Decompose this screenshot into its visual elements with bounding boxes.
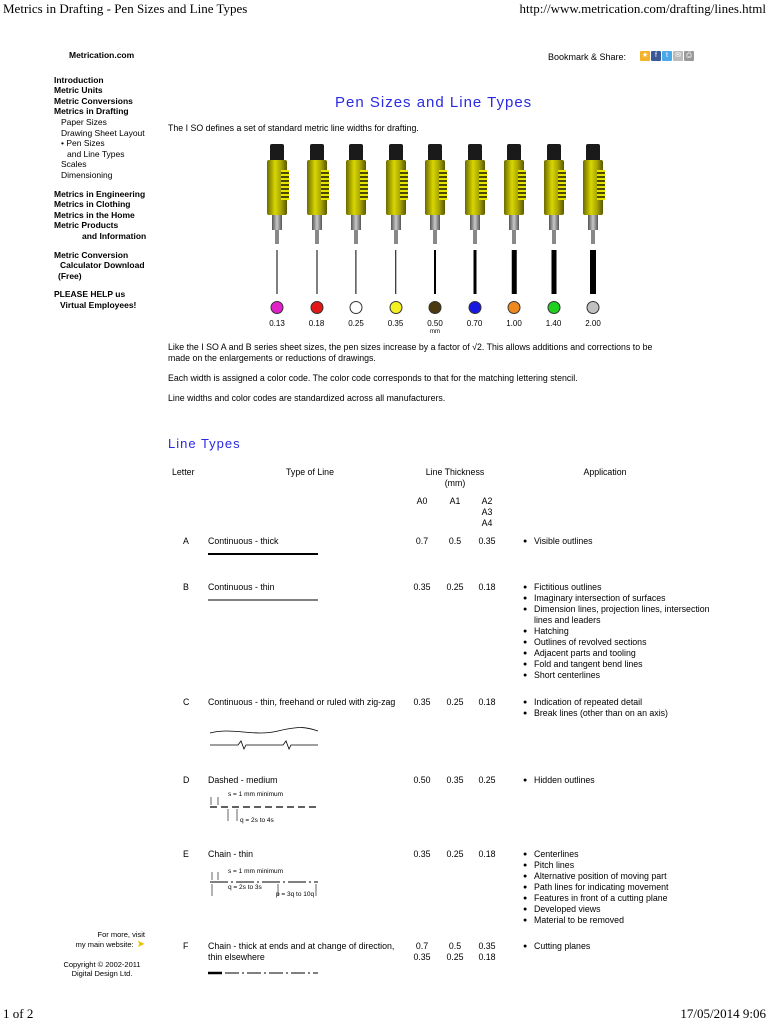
application-item: ● Imaginary intersection of surfaces [523, 593, 723, 604]
line-types-heading: Line Types [168, 436, 241, 451]
color-code-dot [350, 301, 363, 314]
row-f-type: Chain - thick at ends and at change of direction, thin elsewhere [208, 941, 395, 962]
pen-cap [428, 144, 442, 160]
pen-stroke-sample [277, 250, 278, 294]
pen-stroke-sample [395, 250, 397, 294]
row-e-letter: E [183, 849, 189, 859]
pen-cap [507, 144, 521, 160]
pen-stroke-sample [316, 250, 317, 294]
application-item: ● Adjacent parts and tooling [523, 648, 723, 659]
pen-tip [552, 230, 556, 244]
nav-spacer [54, 181, 164, 189]
pen [420, 140, 450, 335]
sidebar-nav [54, 50, 164, 310]
promo-line-1: For more, visit [97, 930, 145, 939]
sidebar-item[interactable]: Dimensioning [61, 169, 113, 180]
row-c-a1: 0.25 [446, 697, 464, 707]
row-e-a1: 0.25 [446, 849, 464, 859]
row-d-type: Dashed - medium [208, 775, 278, 785]
pen-tip [354, 230, 358, 244]
pen-stroke-sample [590, 250, 596, 294]
pen [499, 140, 529, 330]
print-footer [0, 1004, 768, 1024]
arrow-right-icon[interactable]: ➤ [136, 938, 145, 950]
copyright [52, 960, 152, 978]
pen-tip [315, 230, 319, 244]
star-icon[interactable]: ★ [641, 52, 649, 59]
application-item: ● Short centerlines [523, 670, 723, 681]
pen-grip [479, 170, 487, 200]
row-c-type: Continuous - thin, freehand or ruled with zig-zag [208, 697, 396, 707]
share-icons [640, 51, 694, 61]
sidebar-item[interactable]: Metrics in the Home [54, 209, 135, 220]
pen-grip [281, 170, 289, 200]
pen-tip [473, 230, 477, 244]
pen [262, 140, 292, 330]
col-header-thickness-unit: (mm) [444, 478, 466, 488]
row-b-type: Continuous - thin [208, 582, 275, 592]
line-sample-chain-thin [208, 870, 320, 902]
col-header-a0: A0 [416, 496, 428, 506]
col-header-application: Application [583, 467, 627, 477]
pen-sizes-figure [262, 140, 622, 340]
row-e-a2: 0.18 [478, 849, 496, 859]
sidebar-item[interactable]: Metrics in Engineering [54, 188, 146, 199]
facebook-icon[interactable]: f [651, 51, 661, 61]
pen-cap [547, 144, 561, 160]
row-e-applications [523, 849, 723, 926]
pen-cap [310, 144, 324, 160]
col-header-a1: A1 [449, 496, 461, 506]
line-sample-thick [208, 551, 320, 557]
application-item: ● Dimension lines, projection lines, intersection lines and leaders [523, 604, 723, 626]
col-header-type: Type of Line [286, 467, 334, 477]
row-a-applications [523, 536, 723, 547]
sidebar-item[interactable]: Calculator Download [60, 260, 145, 271]
pen-nib-holder [470, 215, 480, 230]
row-f-a2: 0.35 [478, 941, 496, 951]
sidebar-item[interactable]: Paper Sizes [61, 116, 107, 127]
color-code-dot [468, 301, 481, 314]
sidebar-item[interactable]: Metric Products [54, 220, 119, 231]
row-b-a1: 0.25 [446, 582, 464, 592]
pen-nib-holder [588, 215, 598, 230]
nav-list [54, 75, 164, 311]
bookmark-share-label: Bookmark & Share: [548, 52, 627, 62]
pen-grip [518, 170, 526, 200]
application-item: ● Developed views [523, 904, 723, 915]
page-heading: Pen Sizes and Line Types [335, 94, 533, 111]
nav-spacer [54, 281, 164, 289]
row-b-applications [523, 582, 723, 681]
page-url[interactable]: http://www.metrication.com/drafting/lines.html [519, 1, 766, 16]
sidebar-item[interactable]: Drawing Sheet Layout [61, 127, 145, 138]
pen-tip [591, 230, 595, 244]
pen-grip [400, 170, 408, 200]
row-a-letter: A [183, 536, 189, 546]
row-e-note-q: q = 2s to 3s [228, 884, 262, 891]
pen-size-label: 0.18 [308, 319, 325, 328]
pen-nib-holder [549, 215, 559, 230]
sidebar-item[interactable]: and Information [82, 230, 147, 241]
row-f-letter: F [183, 941, 189, 951]
color-code-dot [310, 301, 323, 314]
pen-grip [597, 170, 605, 200]
pen-nib-holder [272, 215, 282, 230]
row-e-note-p: p = 3q to 10q [276, 891, 315, 898]
pen-nib-holder [391, 215, 401, 230]
sidebar-item[interactable]: Metric Conversions [54, 95, 133, 106]
pen-tip [433, 230, 437, 244]
promo [55, 930, 145, 949]
pen [381, 140, 411, 330]
pen-size-label: 0.13 [269, 319, 285, 328]
color-code-dot [389, 301, 402, 314]
col-header-a3: A3 [481, 507, 493, 517]
line-sample-freehand-zigzag [208, 725, 320, 751]
line-sample-chain-thick-ends [208, 970, 320, 976]
row-a-a1: 0.5 [448, 536, 462, 546]
application-item: ● Cutting planes [523, 941, 723, 952]
row-e-a0: 0.35 [413, 849, 431, 859]
intro-text: The I SO defines a set of standard metric line widths for drafting. [168, 123, 419, 133]
color-code-dot [429, 301, 442, 314]
pen-cap [349, 144, 363, 160]
sidebar-item[interactable]: (Free) [58, 270, 82, 281]
application-item: ● Material to be removed [523, 915, 723, 926]
pen-grip [321, 170, 329, 200]
row-d-applications [523, 775, 723, 786]
row-c-a0: 0.35 [413, 697, 431, 707]
pen-stroke-sample [473, 250, 476, 294]
site-name-link[interactable]: Metrication.com [69, 50, 135, 60]
pen-size-label: 1.00 [506, 319, 522, 328]
row-f-a2-thin: 0.18 [478, 952, 496, 962]
promo-line-2[interactable]: my main website: [75, 939, 134, 949]
application-item: ● Centerlines [523, 849, 723, 860]
pen-stroke-sample [355, 250, 356, 294]
email-icon[interactable]: ✉ [673, 51, 683, 61]
application-item: ● Path lines for indicating movement [523, 882, 723, 893]
print-header [0, 0, 768, 18]
row-c-a2: 0.18 [478, 697, 496, 707]
pen-grip [439, 170, 447, 200]
sidebar-item[interactable]: and Line Types [67, 148, 125, 159]
pen-nib-holder [351, 215, 361, 230]
print-icon[interactable]: ⎙ [684, 51, 694, 61]
print-timestamp: 17/05/2014 9:06 [680, 1006, 766, 1021]
pen [460, 140, 490, 330]
col-header-a4: A4 [481, 518, 493, 528]
pen-nib-holder [509, 215, 519, 230]
pen-tip [512, 230, 516, 244]
sidebar-item[interactable]: Metrics in Clothing [54, 199, 131, 210]
row-f-a1-thin: 0.25 [446, 952, 464, 962]
row-a-type: Continuous - thick [208, 536, 279, 546]
page-count: 1 of 2 [3, 1006, 34, 1021]
pen-size-label: 0.25 [348, 319, 364, 328]
application-item: ● Break lines (other than on an axis) [523, 708, 723, 719]
application-item: ● Fictitious outlines [523, 582, 723, 593]
col-header-a2: A2 [481, 496, 493, 506]
col-header-letter: Letter [172, 467, 195, 477]
row-b-letter: B [183, 582, 189, 592]
line-sample-dashed [208, 793, 320, 825]
pen-size-label: 0.50 [427, 319, 443, 328]
application-item: ● Visible outlines [523, 536, 723, 547]
application-item: ● Features in front of a cutting plane [523, 893, 723, 904]
application-item: ● Outlines of revolved sections [523, 637, 723, 648]
sidebar-item[interactable]: Metric Units [54, 85, 103, 96]
sidebar-item[interactable]: • Pen Sizes [61, 138, 105, 149]
paragraph-color-code: Each width is assigned a color code. The color code corresponds to that for the matching lettering stencil. [168, 373, 578, 383]
color-code-dot [547, 301, 560, 314]
row-b-a0: 0.35 [413, 582, 431, 592]
row-c-letter: C [183, 697, 190, 707]
application-item: ● Indication of repeated detail [523, 697, 723, 708]
pen-size-label: 0.35 [387, 319, 404, 328]
paragraph-sqrt2: Like the I SO A and B series sheet sizes, the pen sizes increase by a factor of √2. This allows additions and corrections to be made on the enlargements or reductions of drawings. [168, 342, 653, 363]
pen-grip [558, 170, 566, 200]
application-item: ● Hidden outlines [523, 775, 723, 786]
row-b-a2: 0.18 [478, 582, 496, 592]
row-a-a2: 0.35 [478, 536, 496, 546]
row-f-a0: 0.7 [415, 941, 429, 951]
pen [341, 140, 371, 330]
pen [578, 140, 608, 330]
copyright-line-2: Digital Design Ltd. [71, 969, 133, 978]
sidebar-item[interactable]: Metric Conversion [54, 249, 129, 260]
col-header-thickness: Line Thickness [425, 467, 485, 477]
pen-size-label: 1.40 [545, 319, 562, 328]
pen-nib-holder [430, 215, 440, 230]
sidebar-item[interactable]: Scales [61, 159, 87, 170]
pen-nib-holder [312, 215, 322, 230]
row-e-note-s: s = 1 mm minimum [228, 868, 284, 875]
row-d-a2: 0.25 [478, 775, 496, 785]
sidebar-item[interactable]: Virtual Employees! [60, 299, 137, 310]
page-title: Metrics in Drafting - Pen Sizes and Line Types [3, 1, 248, 16]
nav-spacer [54, 242, 164, 250]
pen-grip [360, 170, 368, 200]
row-d-note-q: q = 2s to 4s [240, 817, 274, 824]
row-f-applications [523, 941, 723, 952]
sidebar-item[interactable]: PLEASE HELP us [54, 289, 126, 300]
pen-size-label: 0.70 [466, 319, 483, 328]
pen-stroke-sample [434, 250, 436, 294]
paragraph-standardized: Line widths and color codes are standardized across all manufacturers. [168, 393, 446, 403]
row-d-note-s: s = 1 mm minimum [228, 791, 284, 798]
pen-tip [275, 230, 279, 244]
pen-cap [389, 144, 403, 160]
pen-stroke-sample [512, 250, 517, 294]
application-item: ● Hatching [523, 626, 723, 637]
color-code-dot [587, 301, 600, 314]
pen [302, 140, 332, 330]
twitter-icon[interactable]: t [662, 51, 672, 61]
sidebar-item[interactable]: Introduction [54, 74, 104, 85]
row-e-type: Chain - thin [208, 849, 253, 859]
pen [539, 140, 569, 330]
row-a-a0: 0.7 [415, 536, 429, 546]
pen-size-label: 2.00 [585, 319, 601, 328]
color-code-dot [508, 301, 521, 314]
row-d-a1: 0.35 [446, 775, 464, 785]
application-item: ● Pitch lines [523, 860, 723, 871]
sidebar-item[interactable]: Metrics in Drafting [54, 106, 129, 117]
row-f-a1: 0.5 [448, 941, 462, 951]
application-item: ● Alternative position of moving part [523, 871, 723, 882]
row-f-a0-thin: 0.35 [413, 952, 431, 962]
row-d-a0: 0.50 [413, 775, 431, 785]
pen-size-unit: mm [430, 329, 440, 335]
copyright-line-1: Copyright © 2002-2011 [63, 960, 141, 969]
pen-cap [270, 144, 284, 160]
pen-cap [468, 144, 482, 160]
pen-cap [586, 144, 600, 160]
row-c-applications [523, 697, 723, 719]
color-code-dot [271, 301, 284, 314]
line-sample-thin [208, 598, 320, 602]
pen-tip [394, 230, 398, 244]
row-d-letter: D [183, 775, 190, 785]
application-item: ● Fold and tangent bend lines [523, 659, 723, 670]
pen-stroke-sample [551, 250, 556, 294]
